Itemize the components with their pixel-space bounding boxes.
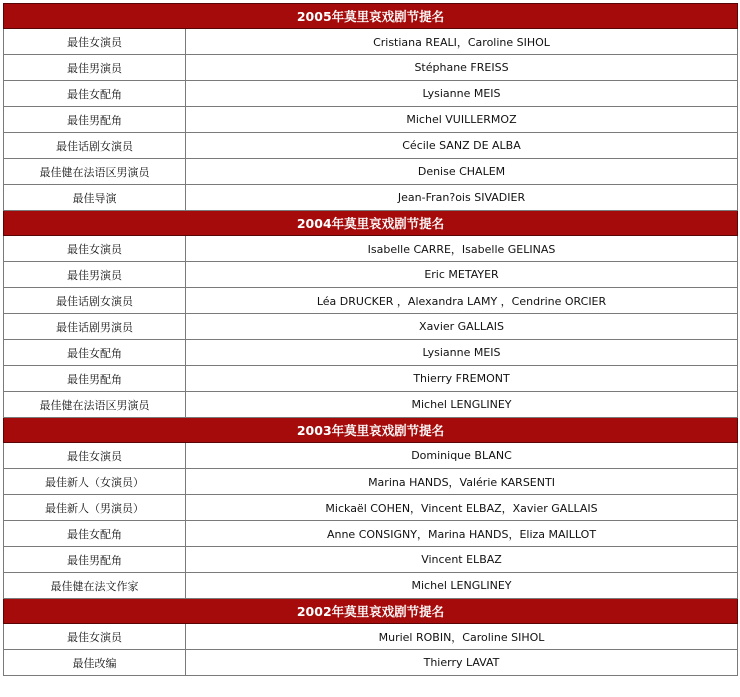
award-category: 最佳男配角 (4, 107, 186, 133)
award-category: 最佳女演员 (4, 29, 186, 55)
nominees: Cristiana REALI，Caroline SIHOL (186, 29, 738, 55)
section-title: 2004年莫里哀戏剧节提名 (4, 211, 738, 236)
nominees: Michel LENGLINEY (186, 392, 738, 418)
nominees: Eric METAYER (186, 262, 738, 288)
nominees: Léa DRUCKER ，Alexandra LAMY ，Cendrine ORCIER (186, 288, 738, 314)
table-row (4, 392, 738, 418)
award-category: 最佳男配角 (4, 547, 186, 573)
section-header-row (4, 599, 738, 624)
award-category: 最佳女演员 (4, 443, 186, 469)
award-category: 最佳新人（女演员） (4, 469, 186, 495)
award-category: 最佳男演员 (4, 262, 186, 288)
nominees: Jean-Fran?ois SIVADIER (186, 185, 738, 211)
nominations-table-body (4, 4, 738, 676)
table-row (4, 495, 738, 521)
table-row (4, 521, 738, 547)
table-row (4, 547, 738, 573)
nominees: Vincent ELBAZ (186, 547, 738, 573)
section-header-row (4, 4, 738, 29)
nominees: Cécile SANZ DE ALBA (186, 133, 738, 159)
award-category: 最佳健在法语区男演员 (4, 159, 186, 185)
section-header-row (4, 418, 738, 443)
table-row (4, 366, 738, 392)
table-row (4, 29, 738, 55)
section-title: 2005年莫里哀戏剧节提名 (4, 4, 738, 29)
nominees: Denise CHALEM (186, 159, 738, 185)
award-category: 最佳话剧女演员 (4, 288, 186, 314)
table-row (4, 650, 738, 676)
award-category: 最佳男配角 (4, 366, 186, 392)
section-header-row (4, 211, 738, 236)
nominees: Michel LENGLINEY (186, 573, 738, 599)
nominees: Thierry LAVAT (186, 650, 738, 676)
table-row (4, 236, 738, 262)
table-row (4, 107, 738, 133)
award-category: 最佳话剧女演员 (4, 133, 186, 159)
award-category: 最佳健在法文作家 (4, 573, 186, 599)
nominees: Dominique BLANC (186, 443, 738, 469)
nominees: Lysianne MEIS (186, 81, 738, 107)
award-category: 最佳女演员 (4, 236, 186, 262)
table-row (4, 340, 738, 366)
award-category: 最佳话剧男演员 (4, 314, 186, 340)
nominees: Anne CONSIGNY，Marina HANDS，Eliza MAILLOT (186, 521, 738, 547)
table-row (4, 624, 738, 650)
table-row (4, 133, 738, 159)
nominees: Stéphane FREISS (186, 55, 738, 81)
table-row (4, 469, 738, 495)
table-row (4, 185, 738, 211)
award-category: 最佳导演 (4, 185, 186, 211)
table-row (4, 159, 738, 185)
award-category: 最佳改编 (4, 650, 186, 676)
nominees: Mickaël COHEN，Vincent ELBAZ，Xavier GALLAIS (186, 495, 738, 521)
nominations-table (3, 3, 738, 676)
table-row (4, 314, 738, 340)
table-row (4, 573, 738, 599)
nominees: Lysianne MEIS (186, 340, 738, 366)
table-row (4, 81, 738, 107)
award-category: 最佳女配角 (4, 340, 186, 366)
table-row (4, 262, 738, 288)
award-category: 最佳女配角 (4, 521, 186, 547)
nominees: Marina HANDS，Valérie KARSENTI (186, 469, 738, 495)
nominees: Michel VUILLERMOZ (186, 107, 738, 133)
section-title: 2002年莫里哀戏剧节提名 (4, 599, 738, 624)
nominees: Isabelle CARRE，Isabelle GELINAS (186, 236, 738, 262)
award-category: 最佳健在法语区男演员 (4, 392, 186, 418)
nominees: Thierry FREMONT (186, 366, 738, 392)
award-category: 最佳男演员 (4, 55, 186, 81)
award-category: 最佳女配角 (4, 81, 186, 107)
award-category: 最佳女演员 (4, 624, 186, 650)
nominees: Muriel ROBIN，Caroline SIHOL (186, 624, 738, 650)
nominees: Xavier GALLAIS (186, 314, 738, 340)
section-title: 2003年莫里哀戏剧节提名 (4, 418, 738, 443)
table-row (4, 443, 738, 469)
table-row (4, 55, 738, 81)
table-row (4, 288, 738, 314)
award-category: 最佳新人（男演员） (4, 495, 186, 521)
